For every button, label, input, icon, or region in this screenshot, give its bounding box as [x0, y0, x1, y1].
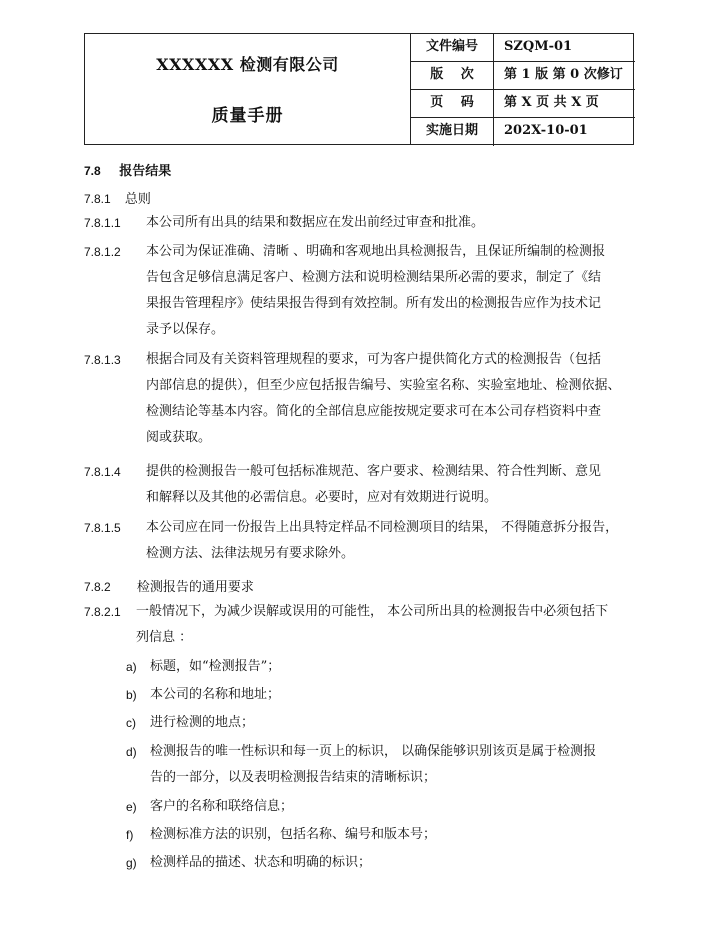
list-item-line: 标题，如“检测报告”； — [150, 659, 281, 674]
section-heading — [84, 160, 171, 179]
header-row-doc-number — [411, 34, 635, 62]
header-value: 202X-10-01 — [504, 123, 588, 138]
clause-text — [136, 599, 608, 651]
list-item-label: g) — [126, 856, 137, 870]
clause-number: 7.8.1.4 — [84, 465, 121, 479]
list-item-line: 客户的名称和联络信息； — [150, 799, 294, 814]
list-item — [150, 682, 280, 708]
clause-text — [146, 210, 484, 236]
clause-line: 一般情况下，为减少误解或误用的可能性， 本公司所出具的检测报告中必须包括下 — [136, 604, 609, 619]
list-item-label: a) — [126, 660, 137, 674]
subsection-number: 7.8.2 — [84, 580, 111, 594]
list-item — [150, 710, 254, 736]
list-item-label: d) — [126, 745, 137, 759]
clause-text — [146, 239, 605, 343]
clause-text — [146, 515, 618, 567]
list-item — [150, 822, 436, 848]
list-item — [150, 654, 280, 680]
clause-line: 提供的检测报告一般可包括标准规范、客户要求、检测结果、符合性判断、意见 — [146, 464, 602, 479]
clause-number: 7.8.1.5 — [84, 521, 121, 535]
clause-line: 内部信息的提供），但至少应包括报告编号、实验室名称、实验室地址、检测依据、 — [146, 378, 621, 393]
header-title-cell — [85, 34, 411, 144]
list-item-line: 检测报告的唯一性标识和每一页上的标识， 以确保能够识别该页是属于检测报 — [150, 744, 597, 759]
header-key: 版 次 — [411, 62, 494, 89]
document-header-table — [84, 33, 634, 145]
subsection-title: 检测报告的通用要求 — [136, 580, 254, 595]
clause-number: 7.8.1.3 — [84, 353, 121, 367]
list-item — [150, 739, 596, 791]
clause-line: 本公司为保证准确、清晰 、明确和客观地出具检测报告，且保证所编制的检测报 — [146, 244, 606, 259]
list-item-line: 本公司的名称和地址； — [150, 687, 281, 702]
clause-line: 阅或获取。 — [146, 430, 212, 445]
header-value: 第 X 页 共 X 页 — [504, 95, 599, 110]
list-item-label: f) — [126, 828, 134, 842]
list-item-label: c) — [126, 716, 136, 730]
list-item-label: e) — [126, 800, 137, 814]
clause-line: 录予以保存。 — [146, 322, 225, 337]
clause-line: 本公司所有出具的结果和数据应在发出前经过审查和批准。 — [146, 215, 485, 230]
clause-line: 和解释以及其他的必需信息。必要时，应对有效期进行说明。 — [146, 490, 498, 505]
clause-line: 列信息 ： — [136, 630, 193, 645]
clause-line: 果报告管理程序》使结果报告得到有效控制。所有发出的检测报告应作为技术记 — [146, 296, 602, 311]
list-item — [150, 850, 371, 876]
list-item-line: 检测标准方法的识别，包括名称、编号和版本号； — [150, 827, 437, 842]
clause-line: 检测方法、法律法规另有要求除外。 — [146, 546, 355, 561]
clause-line: 本公司应在同一份报告上出具特定样品不同检测项目的结果， 不得随意拆分报告， — [146, 520, 619, 535]
subsection-title: 总则 — [124, 192, 151, 207]
list-item-line: 进行检测的地点； — [150, 715, 255, 730]
subsection-heading — [84, 576, 254, 595]
clause-number: 7.8.1.2 — [84, 245, 121, 259]
company-name: XXXXXX 检测有限公司 — [156, 55, 339, 74]
header-row-version — [411, 62, 635, 90]
header-key: 文件编号 — [411, 34, 494, 61]
section-title: 报告结果 — [119, 164, 172, 179]
header-row-page — [411, 90, 635, 118]
list-item-line: 检测样品的描述、状态和明确的标识； — [150, 855, 372, 870]
section-number: 7.8 — [84, 164, 101, 178]
manual-title: 质量手册 — [211, 106, 284, 126]
clause-line: 告包含足够信息满足客户、检测方法和说明检测结果所必需的要求，制定了《结 — [146, 270, 602, 285]
clause-line: 根据合同及有关资料管理规程的要求，可为客户提供简化方式的检测报告（包括 — [146, 352, 602, 367]
header-key: 实施日期 — [411, 118, 494, 146]
clause-number: 7.8.2.1 — [84, 605, 121, 619]
list-item-line: 告的一部分，以及表明检测报告结束的清晰标识； — [150, 770, 437, 785]
list-item — [150, 794, 293, 820]
clause-text — [146, 347, 621, 451]
clause-line: 检测结论等基本内容。简化的全部信息应能按规定要求可在本公司存档资料中查 — [146, 404, 602, 419]
header-value: SZQM-01 — [504, 39, 573, 54]
clause-text — [146, 459, 601, 511]
subsection-heading — [84, 188, 151, 207]
header-row-effective-date — [411, 118, 635, 146]
header-key: 页 码 — [411, 90, 494, 117]
subsection-number: 7.8.1 — [84, 192, 111, 206]
header-value: 第 1 版 第 0 次修订 — [504, 67, 623, 82]
list-item-label: b) — [126, 688, 137, 702]
clause-number: 7.8.1.1 — [84, 216, 121, 230]
